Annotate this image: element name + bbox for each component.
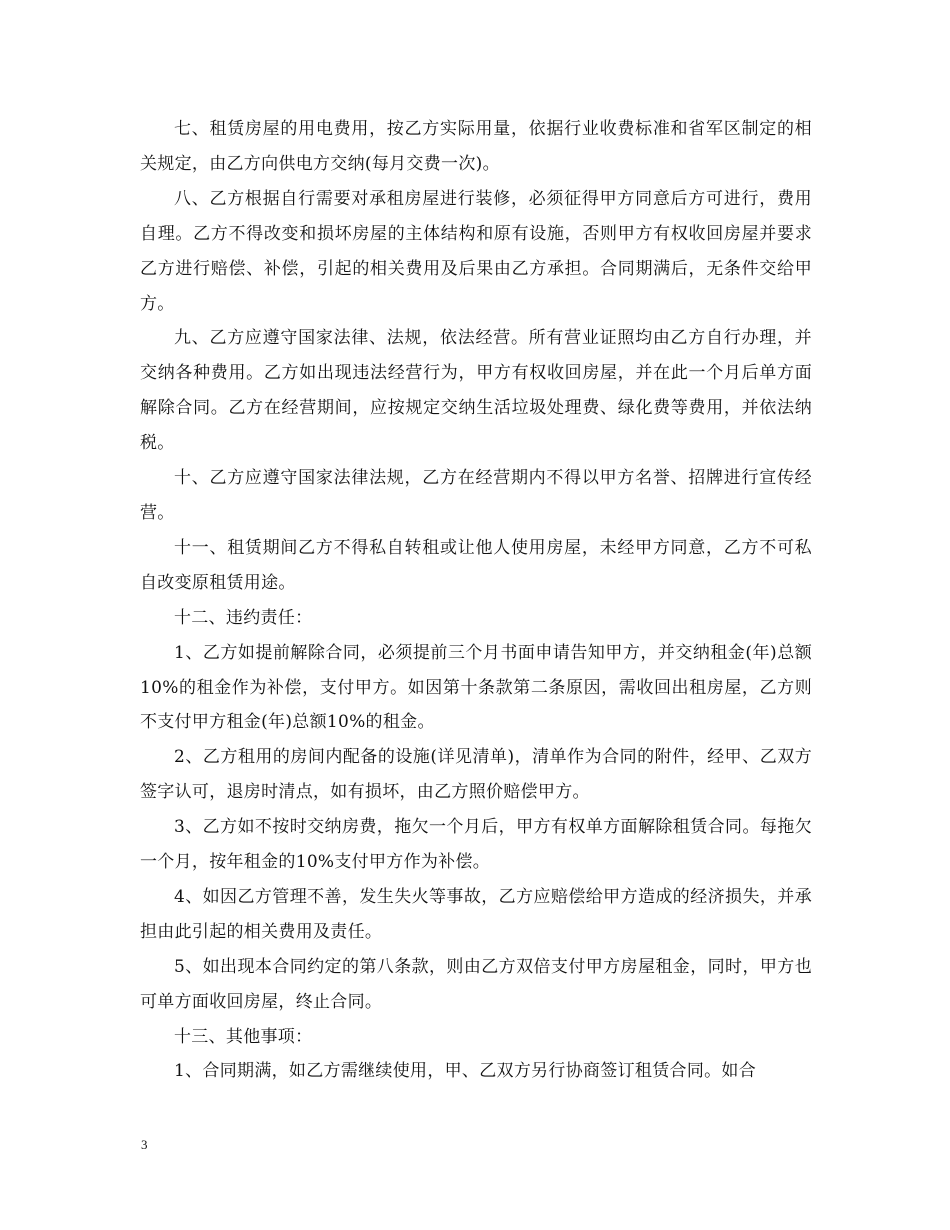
clause-8-renovation: 八、乙方根据自行需要对承租房屋进行装修，必须征得甲方同意后方可进行，费用自理。乙方不得改变和损坏房屋的主体结构和原有设施，否则甲方有权收回房屋并要求乙方进行赔偿、补偿，引起的相关费用及后果由乙方承担。合同期满后，无条件交给甲方。 — [140, 188, 812, 314]
clause-12-item-4: 4、如因乙方管理不善，发生失火等事故，乙方应赔偿给甲方造成的经济损失，并承担由此引起的相关费用及责任。 — [140, 886, 812, 942]
clause-13-item-1: 1、合同期满，如乙方需继续使用，甲、乙双方另行协商签订租赁合同。如合 — [174, 1061, 757, 1082]
clause-12-item-2: 2、乙方租用的房间内配备的设施(详见清单)，清单作为合同的附件，经甲、乙双方签字认可，退房时清点，如有损坏，由乙方照价赔偿甲方。 — [140, 747, 812, 803]
clause-7-electricity: 七、租赁房屋的用电费用，按乙方实际用量，依据行业收费标准和省军区制定的相关规定，由乙方向供电方交纳(每月交费一次)。 — [140, 119, 812, 174]
clause-12-item-3: 3、乙方如不按时交纳房费，拖欠一个月后，甲方有权单方面解除租赁合同。每拖欠一个月，按年租金的10%支付甲方作为补偿。 — [140, 817, 812, 873]
clause-10-name-usage: 十、乙方应遵守国家法律法规，乙方在经营期内不得以甲方名誉、招牌进行宣传经营。 — [140, 468, 812, 523]
clause-9-law-compliance: 九、乙方应遵守国家法律、法规，依法经营。所有营业证照均由乙方自行办理，并交纳各种费用。乙方如出现违法经营行为，甲方有权收回房屋，并在此一个月后单方面解除合同。乙方在经营期间，应按规定交纳生活垃圾处理费、绿化费等费用，并依法纳税。 — [140, 328, 812, 454]
clause-11-sublease: 十一、租赁期间乙方不得私自转租或让他人使用房屋，未经甲方同意，乙方不可私自改变原租赁用途。 — [140, 537, 812, 593]
clause-13-heading: 十三、其他事项： — [174, 1026, 313, 1047]
clause-12-heading: 十二、违约责任： — [174, 607, 313, 628]
document-body — [140, 112, 812, 1089]
clause-12-item-1: 1、乙方如提前解除合同，必须提前三个月书面申请告知甲方，并交纳租金(年)总额10%的租金作为补偿，支付甲方。如因第十条款第二条原因，需收回出租房屋，乙方则不支付甲方租金(年)总额10%的租金。 — [140, 642, 812, 733]
page-number: 3 — [141, 1137, 148, 1152]
clause-12-item-5: 5、如出现本合同约定的第八条款，则由乙方双倍支付甲方房屋租金，同时，甲方也可单方面收回房屋，终止合同。 — [140, 956, 812, 1012]
